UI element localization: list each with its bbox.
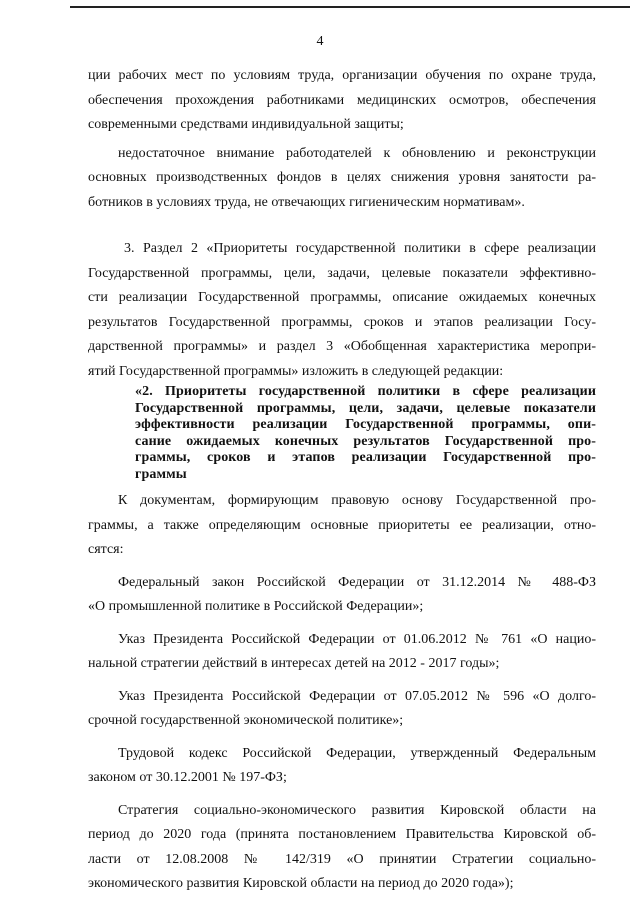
text-line: Стратегия социально-экономического развития Кировской области на [118,802,596,818]
text-line: законом от 30.12.2001 № 197-ФЗ; [88,770,287,785]
heading-line: граммы, сроков и этапов реализации Государственной про- [135,450,596,465]
text-line: современными средствами индивидуальной защиты; [88,117,404,132]
text-line: ботников в условиях труда, не отвечающих гигиеническим нормативам». [88,194,525,210]
heading-line: эффективности реализации Государственной программы, опи- [135,417,596,432]
text-line: «О промышленной политике в Российской Федерации»; [88,599,424,614]
text-line: Федеральный закон Российской Федерации от 31.12.2014 № 488-ФЗ [118,574,596,590]
paragraph [88,64,596,138]
section-2-heading [135,384,596,483]
text-line: основных производственных фондов в целях снижения уровня занятости ра- [88,170,596,185]
paragraph [88,489,596,563]
text-line: результатов Государственной программы, сроков и этапов реализации Госу- [88,314,596,330]
heading-line: «2. Приоритеты государственной политики в сфере реализации [135,384,596,399]
text-line: нальной стратегии действий в интересах детей на 2012 - 2017 годы»; [88,656,500,671]
heading-line: сание ожидаемых конечных результатов Государственной про- [135,433,596,449]
text-line: ции рабочих мест по условиям труда, организации обучения по охране труда, [88,68,596,83]
top-rule [70,6,630,8]
legal-basis-paragraphs [88,489,596,897]
text-line: период до 2020 года (принята постановлением Правительства Кировской об- [88,827,596,842]
text-line: Указ Президента Российской Федерации от 01.06.2012 № 761 «О нацио- [118,631,596,647]
document-body [88,64,596,897]
paragraph [88,742,596,791]
text-line: ласти от 12.08.2008 № 142/319 «О принятии Стратегии социально- [88,851,596,867]
paragraph [88,799,596,897]
text-line: К документам, формирующим правовую основу Государственной про- [118,493,596,508]
section-3-paragraph [88,237,596,384]
paragraph [88,237,596,384]
text-line: Указ Президента Российской Федерации от 07.05.2012 № 596 «О долго- [118,688,596,704]
heading-line: Государственной программы, цели, задачи, целевые показатели [135,400,596,416]
text-line: экономического развития Кировской области на период до 2020 года»); [88,876,514,891]
paragraph [88,571,596,620]
heading-line: граммы [135,466,187,482]
section-gap [88,215,596,237]
text-line: Государственной программы, цели, задачи, целевые показатели эффективно- [88,265,596,281]
text-line: срочной государственной экономической политике»; [88,713,404,728]
text-line: сятся: [88,542,124,557]
text-line: ятий Государственной программы» изложить в следующей редакции: [88,363,504,379]
paragraph [88,142,596,216]
paragraph [88,628,596,677]
text-line: дарственной программы» и раздел 3 «Обобщенная характеристика меропри- [88,339,596,354]
paragraph [88,685,596,734]
intro-paragraphs [88,64,596,215]
text-line: 3. Раздел 2 «Приоритеты государственной политики в сфере реализации [124,241,596,256]
text-line: граммы, а также определяющим основные приоритеты ее реализации, отно- [88,517,596,533]
page-number: 4 [316,34,324,49]
text-line: Трудовой кодекс Российской Федерации, утвержденный Федеральным [118,745,596,761]
text-line: обеспечения прохождения работниками медицинских осмотров, обеспечения [88,92,596,108]
text-line: недостаточное внимание работодателей к обновлению и реконструкции [118,145,596,161]
text-line: сти реализации Государственной программы, описание ожидаемых конечных [88,290,596,305]
